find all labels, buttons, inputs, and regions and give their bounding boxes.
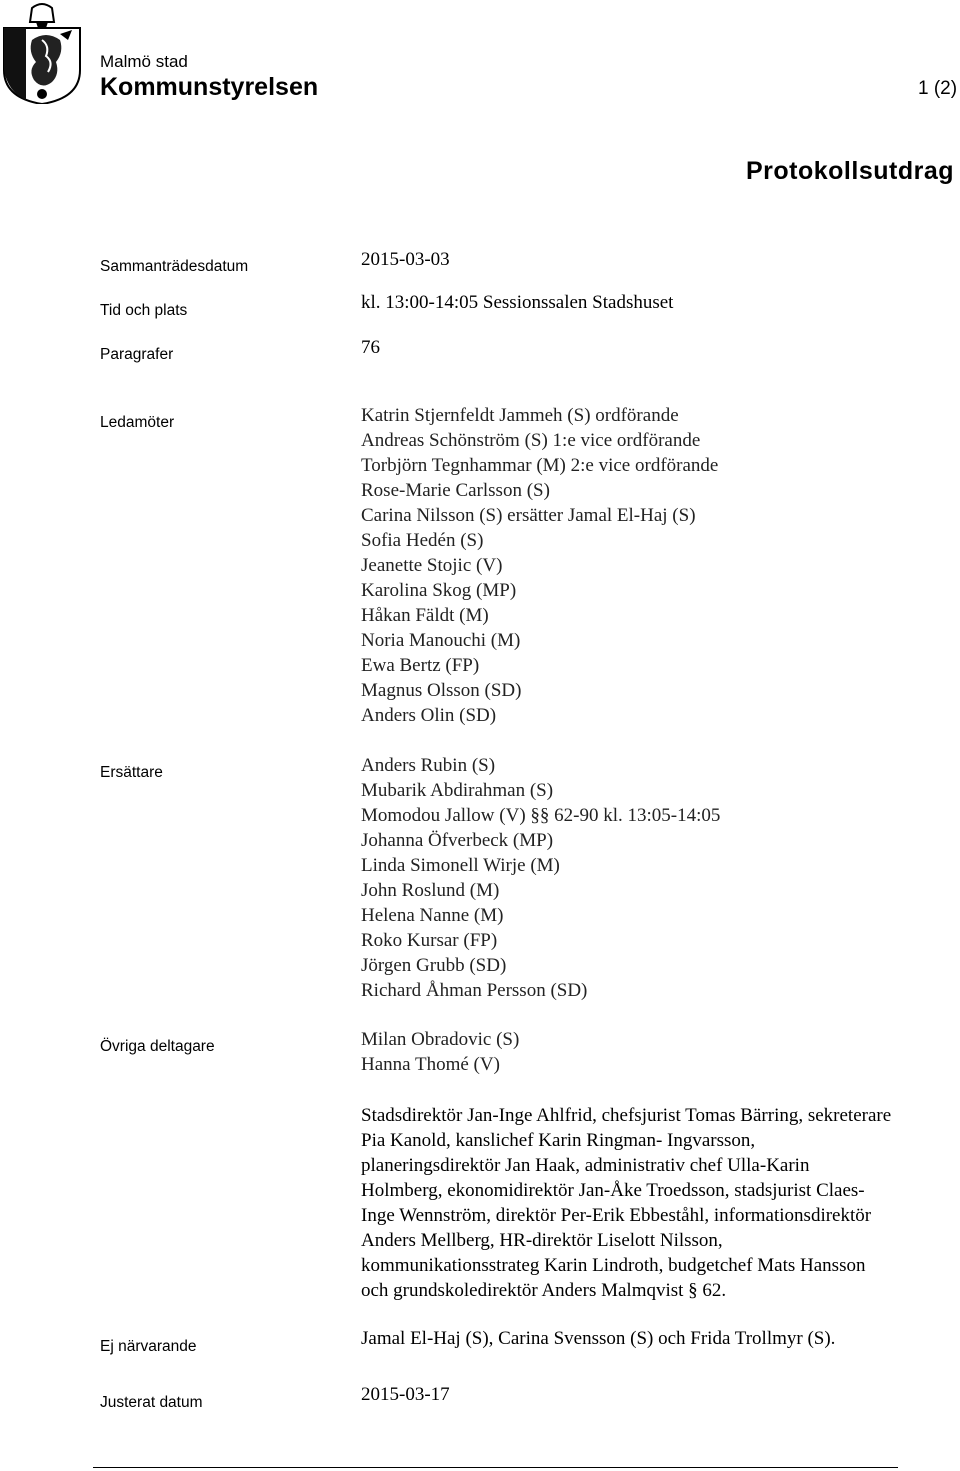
absent-value: Jamal El-Haj (S), Carina Svensson (S) och Frida Trollmyr (S). [361,1328,836,1349]
officials-paragraph [361,1103,960,1303]
list-item: John Roslund (M) [361,880,500,901]
adjusted-date-value: 2015-03-17 [361,1384,450,1405]
list-item: Carina Nilsson (S) ersätter Jamal El-Haj (S) [361,505,696,526]
list-item: Helena Nanne (M) [361,905,504,926]
list-item: Hanna Thomé (V) [361,1054,500,1075]
list-item: Sofia Hedén (S) [361,530,484,551]
list-item: Anders Olin (SD) [361,705,497,726]
officials-line: Holmberg, ekonomidirektör Jan-Åke Troedsson, stadsjurist Claes- [361,1180,865,1201]
officials-line: Stadsdirektör Jan-Inge Ahlfrid, chefsjurist Tomas Bärring, sekreterare [361,1105,892,1126]
officials-line: Pia Kanold, kanslichef Karin Ringman- Ingvarsson, [361,1130,756,1151]
list-item: Andreas Schönström (S) 1:e vice ordförande [361,430,701,451]
list-item: Torbjörn Tegnhammar (M) 2:e vice ordförande [361,455,719,476]
list-item: Katrin Stjernfeldt Jammeh (S) ordförande [361,405,679,426]
document-title: Protokollsutdrag [745,157,954,185]
date-label: Sammanträdesdatum [100,258,249,275]
others-list [361,1027,519,1077]
list-item: Magnus Olsson (SD) [361,680,522,701]
members-label: Ledamöter [100,414,175,431]
list-item: Rose-Marie Carlsson (S) [361,480,550,501]
paragraphs-value: 76 [361,337,380,358]
substitutes-list [361,753,720,1003]
members-list [361,403,718,728]
list-item: Milan Obradovic (S) [361,1029,520,1050]
list-item: Momodou Jallow (V) §§ 62-90 kl. 13:05-14:05 [361,805,721,826]
malmo-coat-of-arms-icon [2,0,82,104]
time-place-label: Tid och plats [100,302,188,319]
substitutes-label: Ersättare [100,764,163,781]
time-place-value: kl. 13:00-14:05 Sessionssalen Stadshuset [361,292,674,313]
date-value: 2015-03-03 [361,249,450,270]
absent-label: Ej närvarande [100,1338,197,1355]
others-label: Övriga deltagare [100,1038,215,1055]
organization-name: Malmö stad [100,52,188,71]
list-item: Håkan Fäldt (M) [361,605,489,626]
officials-line: Inge Wennström, direktör Per-Erik Ebbeståhl, informationsdirektör [361,1205,872,1226]
logo-svg [2,0,82,104]
list-item: Noria Manouchi (M) [361,630,521,651]
officials-line: planeringsdirektör Jan Haak, administrativ chef Ulla-Karin [361,1155,810,1176]
list-item: Johanna Öfverbeck (MP) [361,830,554,851]
officials-line: Anders Mellberg, HR-direktör Liselott Nilsson, [361,1230,723,1251]
page-number: 1 (2) [918,78,958,99]
list-item: Linda Simonell Wirje (M) [361,855,560,876]
officials-line: kommunikationsstrateg Karin Lindroth, budgetchef Mats Hansson [361,1255,866,1276]
list-item: Jörgen Grubb (SD) [361,955,507,976]
list-item: Ewa Bertz (FP) [361,655,480,676]
board-name: Kommunstyrelsen [100,73,319,101]
officials-line: och grundskoledirektör Anders Malmqvist § 62. [361,1280,727,1301]
list-item: Richard Åhman Persson (SD) [361,980,588,1001]
footer-divider [93,1467,898,1468]
list-item: Jeanette Stojic (V) [361,555,503,576]
list-item: Anders Rubin (S) [361,755,496,776]
list-item: Mubarik Abdirahman (S) [361,780,554,801]
adjusted-date-label: Justerat datum [100,1394,203,1411]
paragraphs-label: Paragrafer [100,346,174,363]
list-item: Roko Kursar (FP) [361,930,498,951]
list-item: Karolina Skog (MP) [361,580,517,601]
